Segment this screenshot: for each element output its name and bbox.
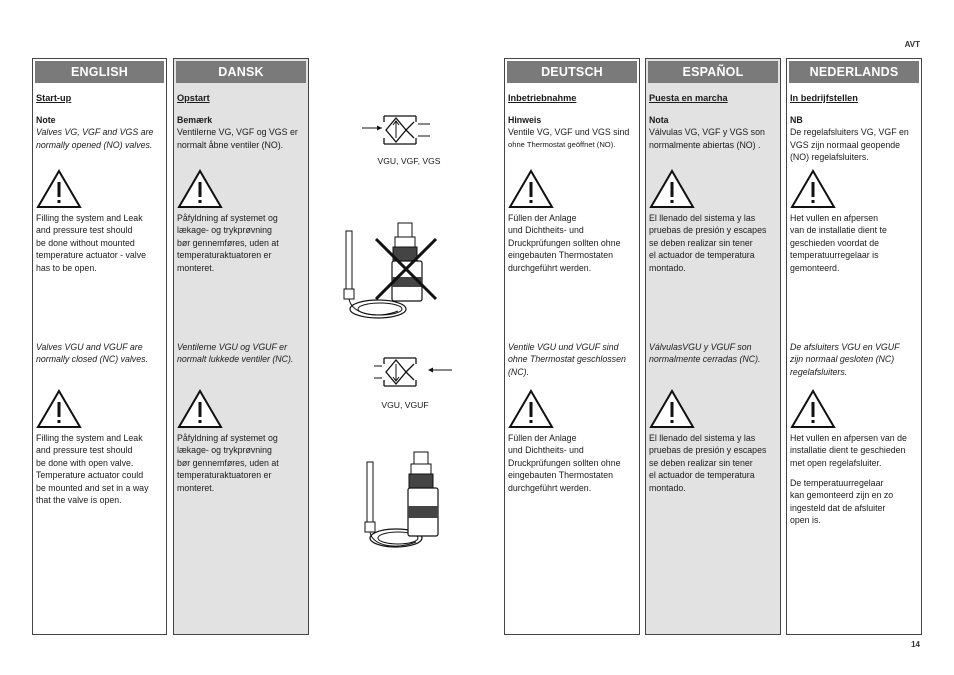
actuator-image bbox=[360, 448, 450, 553]
note-nc: Ventilerne VGU og VGUF er normalt lukkede ventiler (NC). bbox=[177, 342, 294, 365]
paragraph: Het vullen en afpersen van de installatie dient te geschieden voordat de temperatuurregelaar is gemonteerd. bbox=[790, 213, 887, 273]
note-nc: De afsluiters VGU en VGUF zijn normaal gesloten (NC) regelafsluiters. bbox=[790, 342, 900, 377]
column-dansk bbox=[173, 58, 309, 635]
paragraph: El llenado del sistema y las pruebas de presión y escapes se deben realizar sin tener el actuador de temperatura montado. bbox=[649, 433, 767, 493]
section-title: In bedrijfstellen bbox=[790, 93, 858, 103]
paragraph: Påfyldning af systemet og lækage- og trykprøvning bør gennemføres, uden at temperaturaktuatoren er monteret. bbox=[177, 213, 279, 273]
paragraph: Het vullen en afpersen van de installatie dient te geschieden met open regelafsluiter. bbox=[790, 433, 907, 468]
note-nc: Ventile VGU und VGUF sind ohne Thermostat geschlossen (NC). bbox=[508, 342, 626, 377]
note-label: Note bbox=[36, 115, 56, 125]
note-line: normalt åbne ventiler (NO). bbox=[177, 139, 284, 150]
warning-triangle-icon bbox=[649, 389, 695, 429]
section-title: Start-up bbox=[36, 93, 72, 103]
document-code: AVT bbox=[904, 40, 920, 49]
section-title: Opstart bbox=[177, 93, 210, 103]
warning-triangle-icon bbox=[177, 389, 223, 429]
paragraph: Filling the system and Leak and pressure test should be done with open valve. Temperature actuator could be mounted and set in a way that the valve is open. bbox=[36, 433, 149, 506]
column-header: NEDERLANDS bbox=[789, 61, 919, 83]
column-espanol bbox=[645, 58, 781, 635]
note-label: NB bbox=[790, 115, 803, 125]
paragraph: Füllen der Anlage und Dichtheits- und Druckprüfungen sollten ohne eingebauten Thermostaten durchgeführt werden. bbox=[508, 213, 621, 273]
paragraph: Filling the system and Leak and pressure test should be done without mounted temperature actuator - valve has to be open. bbox=[36, 213, 147, 273]
paragraph: Füllen der Anlage und Dichtheits- und Druckprüfungen sollten ohne eingebauten Thermostaten durchgeführt werden. bbox=[508, 433, 621, 493]
note-line: Válvulas VG, VGF y VGS son bbox=[649, 127, 765, 138]
page-number: 14 bbox=[911, 640, 920, 649]
note-line: normalmente abiertas (NO) . bbox=[649, 139, 761, 150]
note-line: Valves VG, VGF and VGS are bbox=[36, 127, 154, 138]
note-line: normally opened (NO) valves. bbox=[36, 139, 153, 150]
note-block bbox=[790, 114, 918, 164]
column-deutsch bbox=[504, 58, 640, 635]
warning-triangle-icon bbox=[790, 389, 836, 429]
note-line: Ventilerne VG, VGF og VGS er bbox=[177, 127, 298, 138]
paragraph: Påfyldning af systemet og lækage- og trykprøvning bør gennemføres, uden at temperaturaktuatoren er monteret. bbox=[177, 433, 279, 493]
note-label: Bemærk bbox=[177, 115, 213, 125]
note-line: ohne Thermostat geöffnet (NO). bbox=[508, 139, 616, 149]
valve-no-icon bbox=[360, 108, 440, 156]
warning-triangle-icon bbox=[790, 169, 836, 209]
column-header: DEUTSCH bbox=[507, 61, 637, 83]
warning-triangle-icon bbox=[508, 389, 554, 429]
warning-triangle-icon bbox=[177, 169, 223, 209]
note-block bbox=[36, 114, 163, 151]
note-label: Nota bbox=[649, 115, 669, 125]
warning-triangle-icon bbox=[649, 169, 695, 209]
note-nc: Valves VGU and VGUF are normally closed (NC) valves. bbox=[36, 342, 148, 365]
note-line: VGS zijn normaal geopende bbox=[790, 139, 901, 150]
actuator-crossed-image bbox=[338, 215, 448, 325]
paragraph: De temperatuurregelaar kan gemonteerd zijn en zo ingesteld dat de afsluiter open is. bbox=[790, 478, 894, 526]
diagram-label: VGU, VGF, VGS bbox=[377, 156, 441, 166]
section-title: Inbetriebnahme bbox=[508, 93, 577, 103]
column-header: DANSK bbox=[176, 61, 306, 83]
column-english bbox=[32, 58, 167, 635]
column-nederlands bbox=[786, 58, 922, 635]
column-header: ENGLISH bbox=[35, 61, 164, 83]
note-line: (NO) regelafsluiters. bbox=[790, 152, 869, 163]
warning-triangle-icon bbox=[36, 169, 82, 209]
paragraph: El llenado del sistema y las pruebas de presión y escapes se deben realizar sin tener el actuador de temperatura montado. bbox=[649, 213, 767, 273]
note-line: De regelafsluiters VG, VGF en bbox=[790, 127, 909, 138]
note-block bbox=[508, 114, 636, 151]
note-block bbox=[649, 114, 777, 151]
section-title: Puesta en marcha bbox=[649, 93, 728, 103]
column-header: ESPAÑOL bbox=[648, 61, 778, 83]
valve-nc-icon bbox=[372, 350, 458, 398]
warning-triangle-icon bbox=[508, 169, 554, 209]
note-nc: VálvulasVGU y VGUF son normalmente cerradas (NC). bbox=[649, 342, 761, 365]
note-block bbox=[177, 114, 305, 151]
warning-triangle-icon bbox=[36, 389, 82, 429]
note-label: Hinweis bbox=[508, 115, 542, 125]
diagram-label: VGU, VGUF bbox=[381, 400, 429, 410]
note-line: Ventile VG, VGF und VGS sind bbox=[508, 127, 630, 138]
